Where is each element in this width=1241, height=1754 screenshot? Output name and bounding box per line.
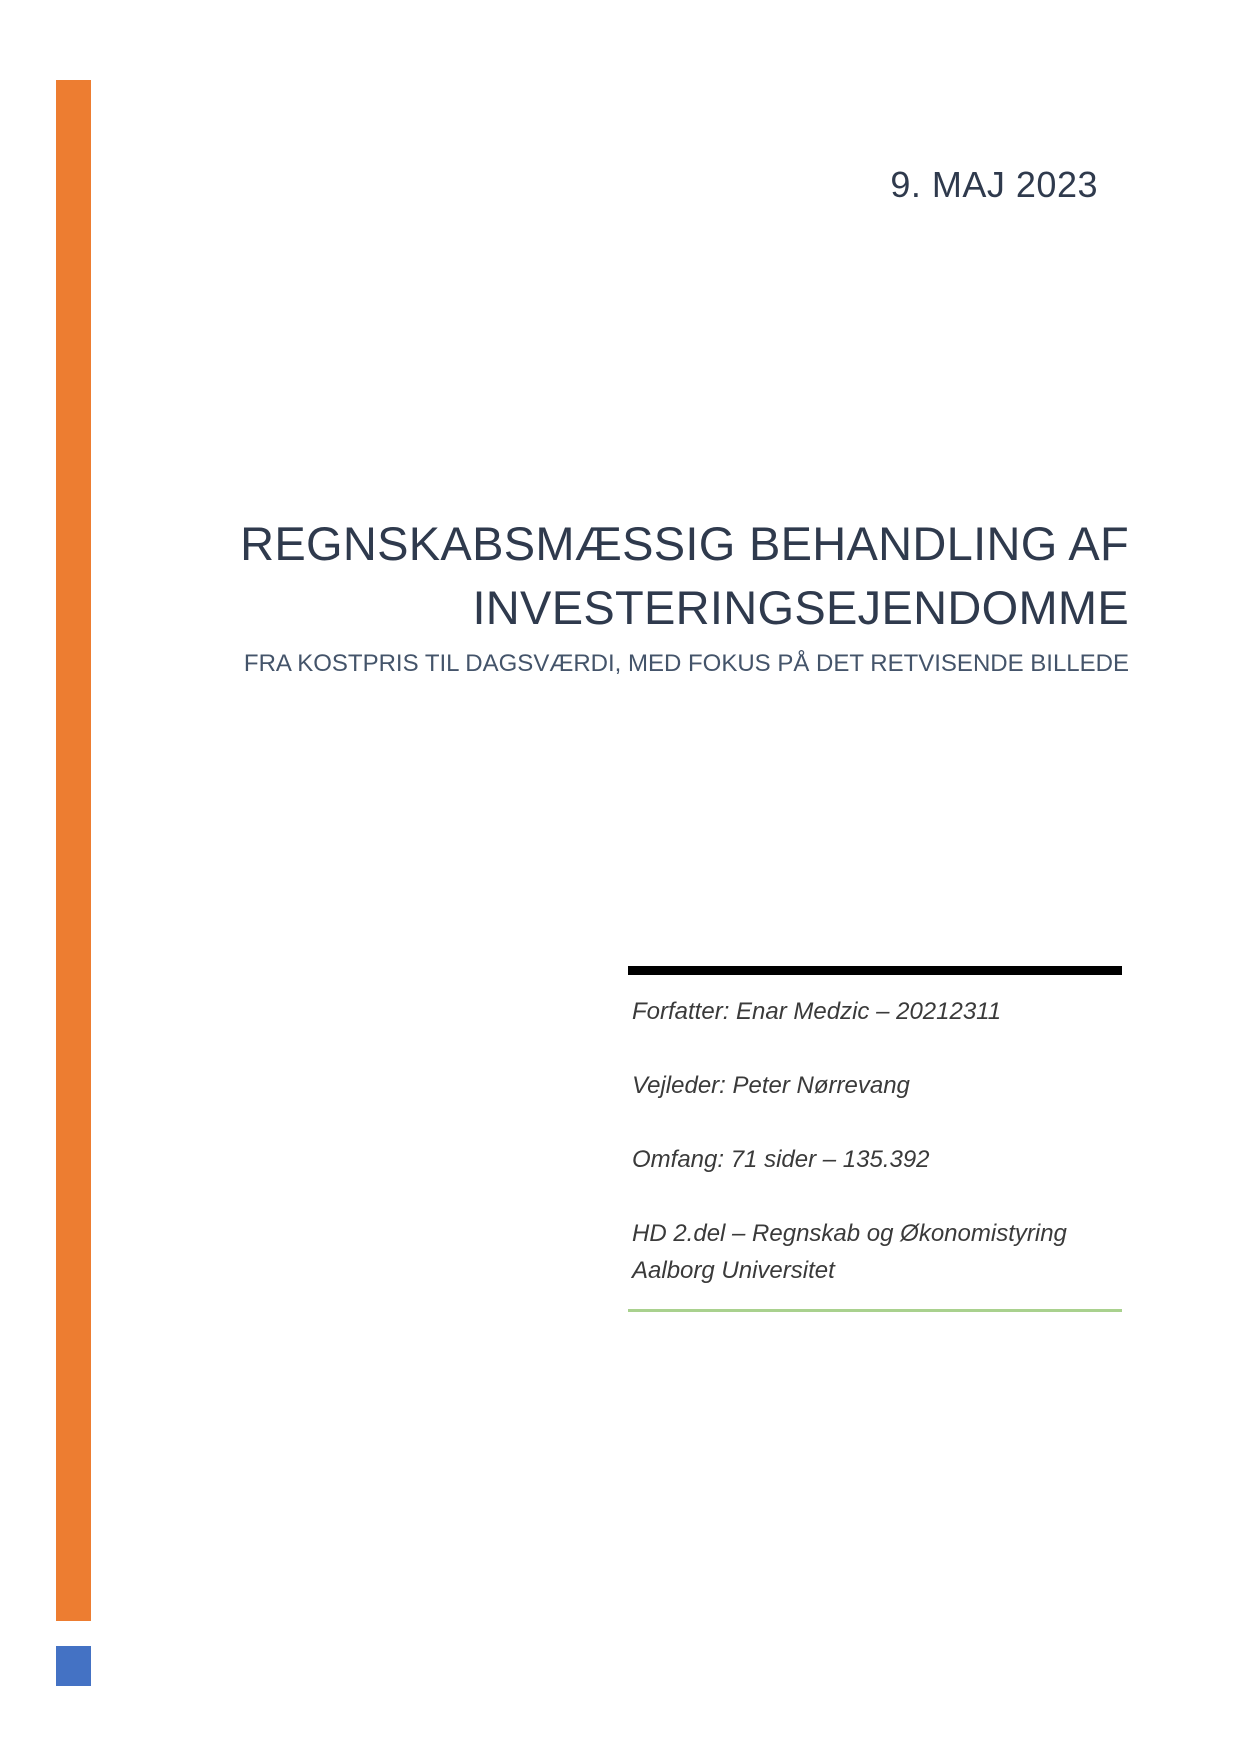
supervisor-line: Vejleder: Peter Nørrevang: [632, 1072, 910, 1099]
bottom-divider: [628, 1309, 1122, 1312]
document-date: 9. MAJ 2023: [890, 164, 1098, 205]
author-info-block: [628, 966, 1122, 1312]
title-line-1: REGNSKABSMÆSSIG BEHANDLING AF: [240, 517, 1129, 570]
title-block: [229, 512, 1129, 680]
author-line: Forfatter: Enar Medzic – 20212311: [632, 998, 1002, 1025]
document-subtitle: FRA KOSTPRIS TIL DAGSVÆRDI, MED FOKUS PÅ DET RETVISENDE BILLEDE: [243, 650, 1129, 677]
document-title: [229, 512, 1129, 640]
info-list: [628, 975, 1122, 1301]
scope-line: Omfang: 71 sider – 135.392: [632, 1146, 930, 1173]
title-line-2: INVESTERINGSEJENDOMME: [472, 581, 1129, 634]
program-line: HD 2.del – Regnskab og Økonomistyring: [632, 1220, 1067, 1247]
top-divider: [628, 966, 1122, 975]
blue-accent-square: [56, 1646, 91, 1686]
university-line: Aalborg Universitet: [632, 1257, 835, 1284]
program-info: [632, 1215, 1122, 1289]
orange-side-bar: [56, 80, 91, 1621]
